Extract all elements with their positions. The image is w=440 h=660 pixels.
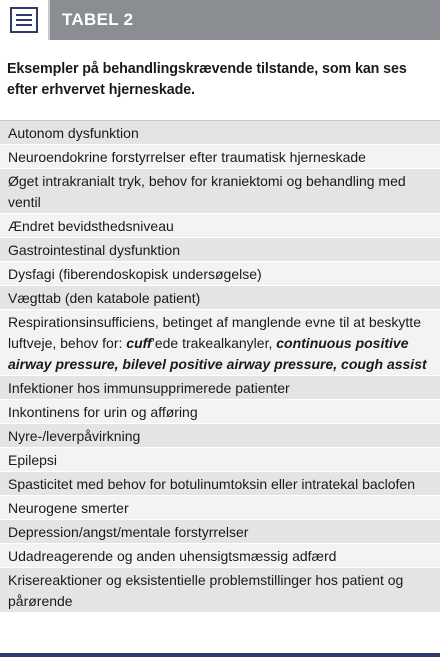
row-text: Gastrointestinal dysfunktion [8,242,180,258]
row-text: Inkontinens for urin og afføring [8,404,198,420]
table-row [0,544,440,568]
bottom-rule [0,653,440,657]
row-text: Ændret bevidsthedsniveau [8,218,174,234]
table-row [0,238,440,262]
table-row [0,214,440,238]
table-row [0,520,440,544]
row-text: Epilepsi [8,452,58,468]
document-list-icon [10,7,38,33]
row-text: Nyre-/leverpåvirkning [8,428,141,444]
row-text: ’ede trakealkanyler, [151,335,277,351]
row-text: Dysfagi (fiberendoskopisk undersøgelse) [8,266,262,282]
table-row [0,400,440,424]
table-row [0,121,440,145]
table-row [0,424,440,448]
row-text: Autonom dysfunktion [8,125,139,141]
conditions-table [0,120,440,613]
table-row [0,472,440,496]
row-text: Depression/angst/mentale forstyrrelser [8,524,249,540]
table-title: TABEL 2 [62,10,134,29]
table-row [0,286,440,310]
table-row [0,448,440,472]
table-row [0,145,440,169]
table-row [0,496,440,520]
row-text: Spasticitet med behov for botulinumtoksin eller intratekal baclofen [8,476,415,492]
row-text: Udadreagerende og anden uhensigtsmæssig adfærd [8,548,337,564]
table-header-bar [0,0,440,40]
row-text: Øget intrakranialt tryk, behov for kraniektomi og behandling med ventil [8,173,406,210]
row-text: Krisereaktioner og eksistentielle problemstillinger hos patient og pårørende [8,572,404,609]
row-text: Vægttab (den katabole patient) [8,290,201,306]
table-row [0,310,440,376]
row-text: Neurogene smerter [8,500,129,516]
row-text: Infektioner hos immunsupprimerede patienter [8,380,290,396]
table-row [0,568,440,613]
row-text-italic: continuous positive airway pressure, bilevel positive airway pressure, cough assist [8,335,427,372]
row-text-italic: cuff [126,335,152,351]
table-caption: Eksempler på behandlingskrævende tilstande, som kan ses efter erhvervet hjerneskade. [7,61,407,98]
icon-box [0,0,50,40]
table-row [0,169,440,214]
row-text: Respirationsinsufficiens, betinget af manglende evne til at beskytte luftveje, behov for: [8,314,421,351]
table-row [0,262,440,286]
row-text: Neuroendokrine forstyrrelser efter traumatisk hjerneskade [8,149,366,165]
table-row [0,376,440,400]
